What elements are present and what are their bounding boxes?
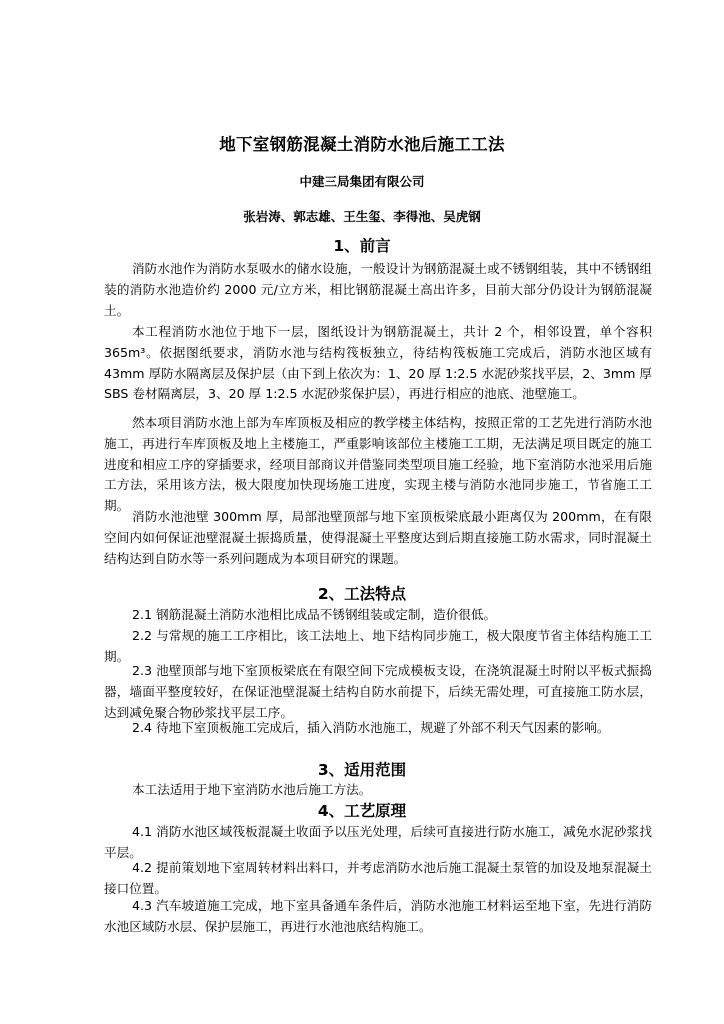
paragraph: 本工程消防水池位于地下一层，图纸设计为钢筋混凝土，共计 2 个，相邻设置，单个容积 365m³。依据图纸要求，消防水池与结构筏板独立，待结构筏板施工完成后，消防水池区域有 43mm 厚防水隔离层及保护层（由下到上依次为：1、20 厚 1:2.5 水泥砂浆找平层，2、3mm 厚 SBS 卷材隔离层，3、20 厚 1:2.5 水泥砂浆保护层），再进行相应的池底、池壁施工。: [104, 324, 652, 402]
organization-name: 中建三局集团有限公司: [299, 174, 425, 189]
paragraph: 4.2 提前策划地下室周转材料出料口，并考虑消防水池后施工混凝土泵管的加设及地泵混凝土接口位置。: [104, 860, 652, 896]
paragraph: 2.1 钢筋混凝土消防水池相比成品不锈钢组装或定制，造价很低。: [132, 607, 497, 622]
paragraph: 2.4 待地下室顶板施工完成后，插入消防水池施工，规避了外部不利天气因素的影响。: [132, 720, 610, 735]
paragraph: 消防水池作为消防水泵吸水的储水设施，一般设计为钢筋混凝土或不锈钢组装，其中不锈钢组装的消防水池造价约 2000 元/立方米，相比钢筋混凝土高出许多，目前大部分仍设计为钢筋混凝土。: [104, 261, 652, 318]
section-heading-principle: 4、工艺原理: [317, 802, 407, 820]
author-list: 张岩涛、郭志雄、王生玺、李得池、吴虎钢: [243, 209, 481, 224]
section-heading-foreword: 1、前言: [333, 237, 391, 255]
paragraph: 消防水池池壁 300mm 厚，局部池壁顶部与地下室顶板梁底最小距离仅为 200mm，在有限空间内如何保证池壁混凝土振捣质量，使得混凝土平整度达到后期直接施工防水需求，同时混凝土结构达到自防水等一系列问题成为本项目研究的课题。: [104, 509, 652, 566]
section-heading-scope: 3、适用范围: [317, 761, 407, 779]
paragraph: 4.3 汽车坡道施工完成，地下室具备通车条件后，消防水池施工材料运至地下室，先进行消防水池区域防水层、保护层施工，再进行水池池底结构施工。: [104, 898, 652, 934]
paragraph: 2.3 池壁顶部与地下室顶板梁底在有限空间下完成模板支设，在浇筑混凝土时附以平板式振捣器，墙面平整度较好，在保证池壁混凝土结构自防水前提下，后续无需处理，可直接施工防水层，达到减免聚合物砂浆找平层工序。: [104, 663, 652, 720]
document-title: 地下室钢筋混凝土消防水池后施工工法: [219, 135, 505, 154]
paragraph: 然本项目消防水池上部为车库顶板及相应的教学楼主体结构，按照正常的工艺先进行消防水池施工，再进行车库顶板及地上主楼施工，严重影响该部位主楼施工工期，无法满足项目既定的施工进度和相应工序的穿插要求，经项目部商议并借鉴同类型项目施工经验，地下室消防水池采用后施工方法，采用该方法，极大限度加快现场施工进度，实现主楼与消防水池同步施工，节省施工工期。: [104, 415, 652, 514]
paragraph: 4.1 消防水池区域筏板混凝土收面予以压光处理，后续可直接进行防水施工，减免水泥砂浆找平层。: [104, 824, 652, 860]
section-heading-features: 2、工法特点: [317, 585, 407, 603]
paragraph: 2.2 与常规的施工工序相比，该工法地上、地下结构同步施工，极大限度节省主体结构施工工期。: [104, 628, 652, 664]
paragraph: 本工法适用于地下室消防水池后施工方法。: [132, 782, 372, 797]
